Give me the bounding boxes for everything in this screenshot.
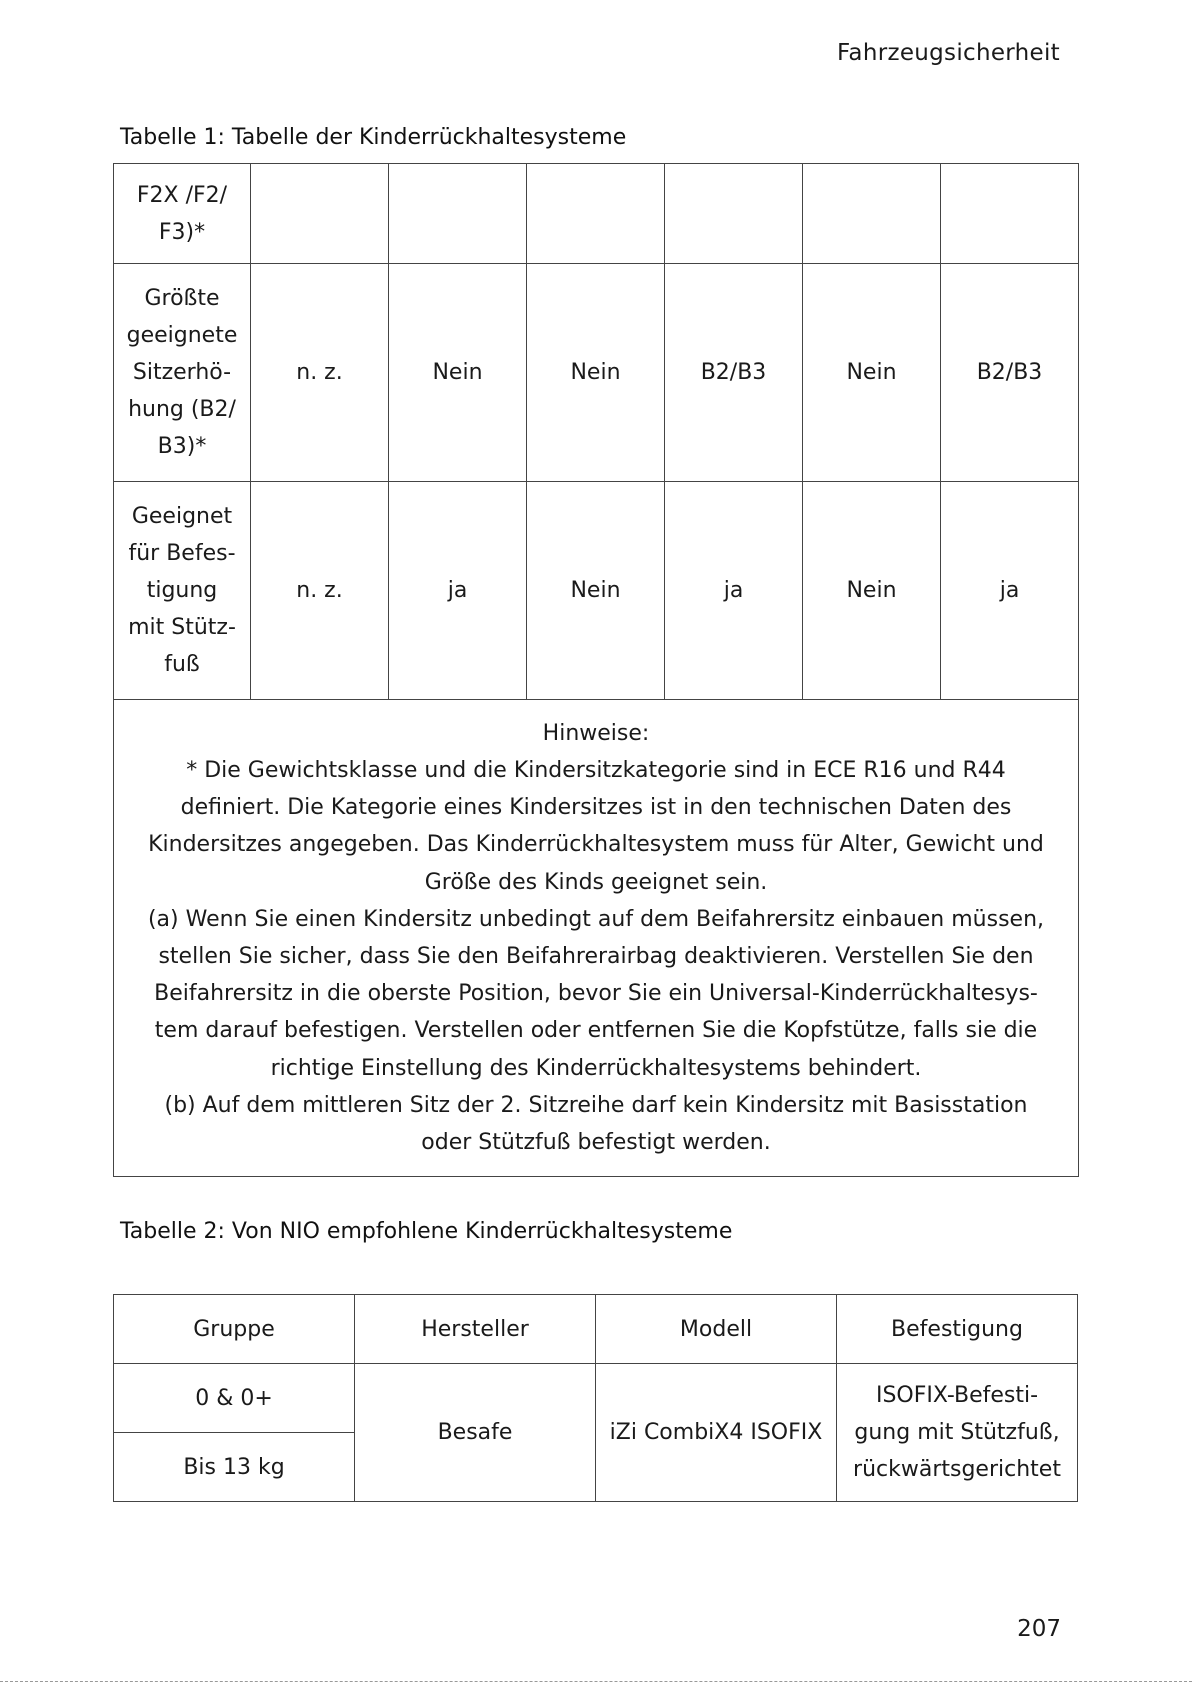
table-cell [389, 164, 527, 264]
table-cell [665, 164, 803, 264]
recommended-restraints-table [113, 1294, 1078, 1502]
header-gruppe: Gruppe [114, 1295, 355, 1364]
table-cell: ja [389, 482, 527, 700]
table-cell: B2/B3 [941, 264, 1079, 482]
table-cell: Nein [389, 264, 527, 482]
notes-title: Hinweise: [542, 720, 650, 746]
page-bottom-divider [0, 1681, 1192, 1682]
cell-befestigung: ISOFIX-Befesti- gung mit Stützfuß, rückwärtsgerichtet [837, 1364, 1078, 1502]
table-cell: Nein [527, 264, 665, 482]
row-label-f2x-f2-f3: F2X /F2/ F3)* [114, 164, 251, 264]
table2-caption: Tabelle 2: Von NIO empfohlene Kinderrückhaltesysteme [120, 1219, 733, 1244]
cell-modell: iZi CombiX4 ISOFIX [596, 1364, 837, 1502]
page-header-title: Fahrzeugsicherheit [837, 40, 1060, 66]
cell-gruppe-class: 0 & 0+ [114, 1364, 355, 1433]
table-cell: n. z. [251, 264, 389, 482]
table-cell: n. z. [251, 482, 389, 700]
table-cell: Nein [803, 482, 941, 700]
table-cell [803, 164, 941, 264]
cell-gruppe-weight: Bis 13 kg [114, 1433, 355, 1502]
table-row [114, 164, 1079, 264]
notes-body: * Die Gewichtsklasse und die Kindersitzkategorie sind in ECE R16 und R44 definiert. Die Kategorie eines Kindersitzes ist in den technischen Daten des Kindersitzes angegeben. Das Kinderrückhaltesystem muss für Alter, Gewicht und Größe des Kinds geeignet sein. (a) Wenn Sie einen Kindersitz unbedingt auf dem Beifahrersitz einbauen müssen, stellen Sie sicher, dass Sie den Beifahrerairbag deaktivieren. Verstellen Sie den Beifahrersitz in die oberste Position, bevor Sie ein Universal-Kinderrückhaltesys- tem darauf befestigen. Verstellen oder entfernen Sie die Kopfstütze, falls sie die richtige Einstellung des Kinderrückhaltesystems behindert. (b) Auf dem mittleren Sitz der 2. Sitzreihe darf kein Kindersitz mit Basisstation oder Stützfuß befestigt werden. [147, 757, 1045, 1156]
cell-hersteller: Besafe [355, 1364, 596, 1502]
table-row [114, 1364, 1078, 1433]
table-cell: Nein [803, 264, 941, 482]
table-cell: ja [941, 482, 1079, 700]
table-cell: B2/B3 [665, 264, 803, 482]
table-cell: Nein [527, 482, 665, 700]
table-cell: ja [665, 482, 803, 700]
table-row [114, 482, 1079, 700]
table-header-row [114, 1295, 1078, 1364]
header-modell: Modell [596, 1295, 837, 1364]
notes-row [114, 700, 1079, 1177]
table-cell [941, 164, 1079, 264]
row-label-booster: Größte geeignete Sitzerhö- hung (B2/ B3)* [114, 264, 251, 482]
table-row [114, 264, 1079, 482]
notes-cell [114, 700, 1079, 1177]
page-number: 207 [1017, 1616, 1061, 1642]
table-cell [251, 164, 389, 264]
row-label-support-leg: Geeignet für Befes- tigung mit Stütz- fuß [114, 482, 251, 700]
table1-caption: Tabelle 1: Tabelle der Kinderrückhaltesysteme [120, 125, 627, 150]
table-cell [527, 164, 665, 264]
header-hersteller: Hersteller [355, 1295, 596, 1364]
child-restraint-table [113, 163, 1079, 1177]
header-befestigung: Befestigung [837, 1295, 1078, 1364]
